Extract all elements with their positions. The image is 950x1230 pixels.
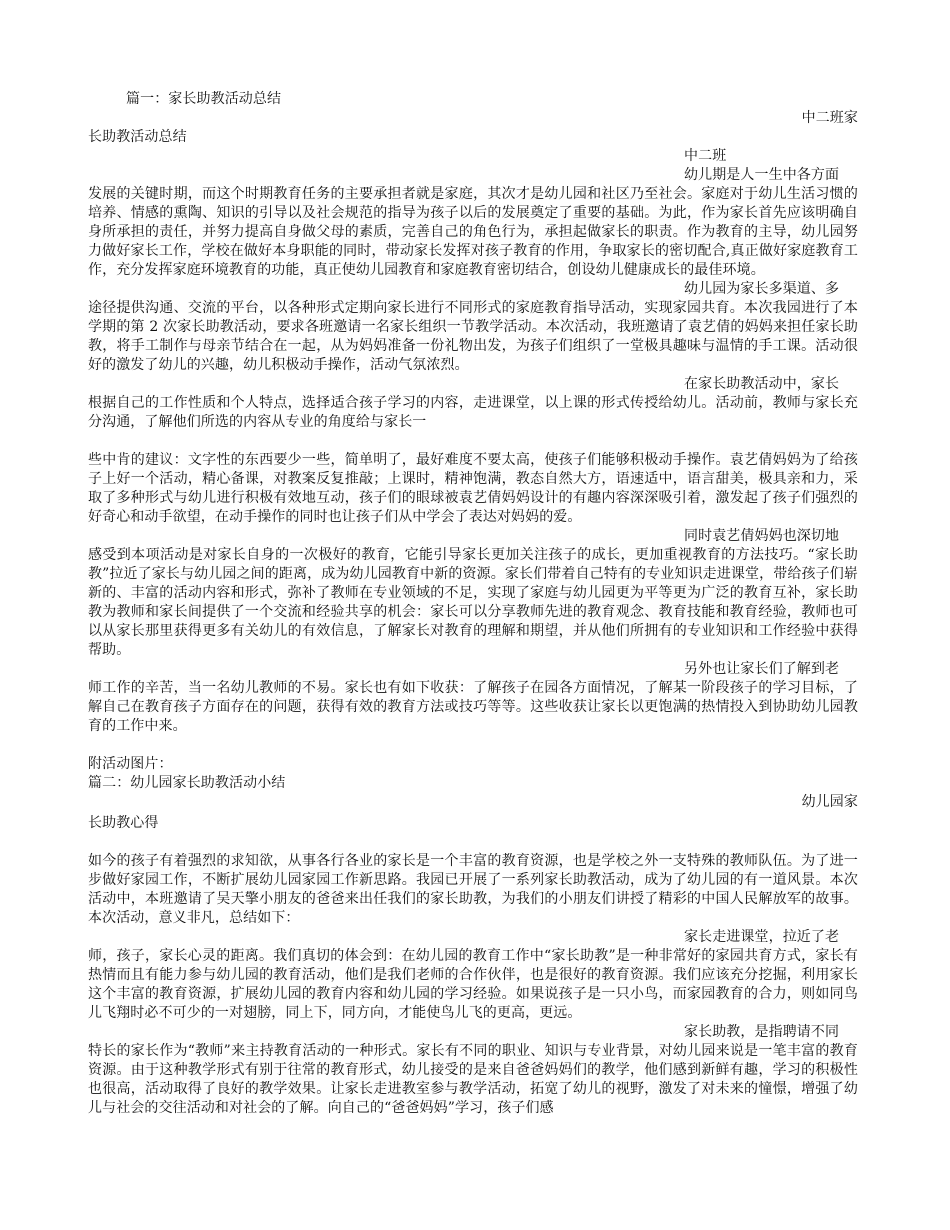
paragraph: 师，孩子，家长心灵的距离。我们真切的体会到：在幼儿园的教育工作中“家长助教”是一种非常好的家园共育方式，家长有热情而且有能力参与幼儿园的教育活动，他们是我们老师的合作伙伴，也是很好的教育资源。我们应该充分挖掘，利用家长这个丰富的教育资源，扩展幼儿园的教育内容和幼儿园的学习经验。如果说孩子是一只小鸟，而家园教育的合力，则如同鸟儿飞翔时必不可少的一对翅膀，同上下，同方向，才能使鸟儿飞的更高，更远。 xyxy=(88,948,858,1021)
paragraph: 如今的孩子有着强烈的求知欲，从事各行各业的家长是一个丰富的教育资源，也是学校之外一支特殊的教师队伍。为了进一步做好家园工作，不断扩展幼儿园家园工作新思路。我园已开展了一系列家长助教活动，成为了幼儿园的有一道风景。本次活动中，本班邀请了吴天擎小朋友的爸爸来出任我们的家长助教，为我们的小朋友们讲授了精彩的中国人民解放军的故事。本次活动，意义非凡，总结如下： xyxy=(88,853,858,926)
paragraph: 些中肯的建议：文字性的东西要少一些，简单明了，最好难度不要太高，使孩子们能够积极动手操作。袁艺倩妈妈为了给孩子上好一个活动，精心备课，对教案反复推敲；上课时，精神饱满，教态自然大方，语速适中，语言甜美，极具亲和力，采取了多种形式与幼儿进行积极有效地互动，孩子们的眼球被袁艺倩妈妈设计的有趣内容深深吸引着，激发起了孩子们强烈的好奇心和动手欲望，在动手操作的同时也让孩子们从中学会了表达对妈妈的爱。 xyxy=(88,452,858,525)
spacer xyxy=(88,736,858,755)
section-one-title: 篇一：家长助教活动总结 xyxy=(126,91,282,107)
paragraph-lead: 在家长助教活动中，家长 xyxy=(684,376,840,392)
paragraph-lead: 家长助教，是指聘请不同 xyxy=(684,1024,840,1040)
paragraph: 根据自己的工作性质和个人特点，选择适合孩子学习的内容，走进课堂，以上课的形式传授给幼儿。活动前，教师与家长充分沟通，了解他们所选的内容从专业的角度给与家长一 xyxy=(88,395,858,430)
title-fragment: 中二班家 xyxy=(801,110,858,126)
paragraph-lead: 家长走进课堂，拉近了老 xyxy=(684,929,840,945)
section-two-title: 篇二：幼儿园家长助教活动小结 xyxy=(88,775,286,791)
paragraph-lead: 幼儿期是人一生中各方面 xyxy=(684,167,840,183)
paragraph: 途径提供沟通、交流的平台，以各种形式定期向家长进行不同形式的家庭教育指导活动，实现家园共育。本次我园进行了本学期的第 2 次家长助教活动，要求各班邀请一名家长组织一节教学活动。本次活动，我班邀请了袁艺倩的妈妈来担任家长助教，将手工制作与母亲节结合在一起，从为妈妈准备一份礼物出发，为孩子们组织了一堂极具趣味与温情的手工课。活动很好的激发了幼儿的兴趣，幼儿积极动手操作，活动气氛浓烈。 xyxy=(88,300,858,373)
spacer xyxy=(88,833,858,852)
paragraph: 感受到本项活动是对家长自身的一次极好的教育，它能引导家长更加关注孩子的成长，更加重视教育的方法技巧。“家长助教”拉近了家长与幼儿园之间的距离，成为幼儿园教育中新的资源。家长们带着自己特有的专业知识走进课堂，带给孩子们崭新的、丰富的活动内容和形式，弥补了教师在专业领域的不足，实现了家庭与幼儿园更为平等更为广泛的教育互补，家长助教为教师和家长间提供了一个交流和经验共享的机会：家长可以分享教师先进的教育观念、教育技能和教育经验，教师也可以从家长那里获得更多有关幼儿的有效信息，了解家长对教育的理解和期望，并从他们所拥有的专业知识和工作经验中获得帮助。 xyxy=(88,547,858,658)
spacer xyxy=(88,432,858,451)
attachment-note: 附活动图片： xyxy=(88,756,173,772)
paragraph-lead: 幼儿园为家长多渠道、多 xyxy=(684,281,840,297)
paragraph: 师工作的辛苦，当一名幼儿教师的不易。家长也有如下收获：了解孩子在园各方面情况，了解某一阶段孩子的学习目标，了解自己在教育孩子方面存在的问题，获得有效的教育方法或技巧等等。这些收获让家长以更饱满的热情投入到协助幼儿园教育的工作中来。 xyxy=(88,680,858,734)
paragraph-lead: 另外也让家长们了解到老 xyxy=(684,661,840,677)
document-body xyxy=(88,90,858,1118)
paragraph-lead: 同时袁艺倩妈妈也深切地 xyxy=(684,528,840,544)
title-fragment: 幼儿园家 xyxy=(801,794,858,810)
title-continuation: 长助教心得 xyxy=(88,815,159,831)
paragraph: 特长的家长作为“教师”来主持教育活动的一种形式。家长有不同的职业、知识与专业背景，对幼儿园来说是一笔丰富的教育资源。由于这种教学形式有别于往常的教育形式，幼儿接受的是来自爸爸妈妈们的教学，他们感到新鲜有趣，学习的积极性也很高，活动取得了良好的教学效果。让家长走进教室参与教学活动，拓宽了幼儿的视野，激发了对未来的憧憬，增强了幼儿与社会的交往活动和对社会的了解。向自己的“爸爸妈妈”学习，孩子们感 xyxy=(88,1043,858,1116)
paragraph: 发展的关键时期，而这个时期教育任务的主要承担者就是家庭，其次才是幼儿园和社区乃至社会。家庭对于幼儿生活习惯的培养、情感的熏陶、知识的引导以及社会规范的指导为孩子以后的发展奠定了重要的基础。为此，作为家长首先应该明确自身所承担的责任，并努力提高自身做父母的素质，完善自己的角色行为，承担起做家长的职责。作为教育的主导，幼儿园努力做好家长工作，学校在做好本身职能的同时，带动家长发挥对孩子教育的作用，争取家长的密切配合,真正做好家庭教育工作，充分发挥家庭环境教育的功能，真正使幼儿园教育和家庭教育密切结合，创设幼儿健康成长的最佳环境。 xyxy=(88,186,858,278)
title-continuation: 长助教活动总结 xyxy=(88,129,187,145)
class-label: 中二班 xyxy=(684,148,727,164)
